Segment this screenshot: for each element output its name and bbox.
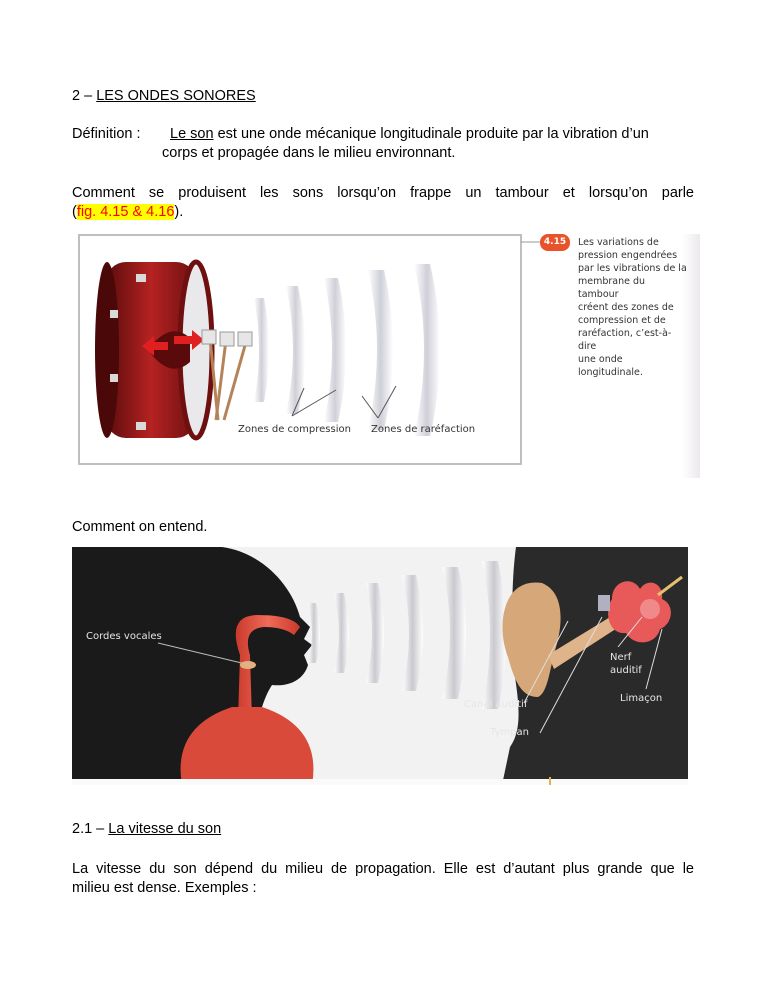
definition-label: Définition : <box>72 126 141 142</box>
definition-line-2: corps et propagée dans le milieu environnant. <box>162 145 456 161</box>
label-nerf-auditif: Nerf auditif <box>610 652 642 676</box>
subsection-heading <box>72 820 221 839</box>
label-tympan: Tympan <box>490 727 530 738</box>
figure-reference: fig. 4.15 & 4.16 <box>76 204 175 220</box>
paragraph-line-2: milieu est dense. Exemples : <box>72 880 257 896</box>
paragraph-line-1: La vitesse du son dépend du milieu de propagation. Elle est d’autant plus grande que le <box>72 861 694 877</box>
figure-caption: Les variations de pression engendrées par les vibrations de la membrane du tambour créent des zones de compression et de raréfaction, c’est-à-dire une onde longitudinale. <box>578 237 687 378</box>
definition-text: est une onde mécanique longitudinale produite par la vibration d’un <box>213 126 649 142</box>
label-canal-auditif: Canal auditif <box>464 699 528 710</box>
label-limacon: Limaçon <box>620 693 663 704</box>
figure-4-15 <box>78 234 700 478</box>
section-number: 2 – <box>72 88 97 104</box>
question-line-1: Comment se produisent les sons lorsqu’on frappe un tambour et lorsqu’on parle <box>72 185 694 201</box>
subsection-title: La vitesse du son <box>108 821 222 837</box>
label-zones-rarefaction: Zones de raréfaction <box>371 424 476 435</box>
label-zones-compression: Zones de compression <box>238 424 351 435</box>
label-cordes-vocales: Cordes vocales <box>86 631 162 642</box>
definition-line-1 <box>170 125 700 144</box>
figure-badge: 4.15 <box>540 234 570 251</box>
definition-term: Le son <box>170 126 214 142</box>
figure-4-16 <box>72 547 688 785</box>
subsection-number: 2.1 – <box>72 821 109 837</box>
section-title: LES ONDES SONORES <box>96 88 256 104</box>
hearing-title: Comment on entend. <box>72 519 208 535</box>
question-line-2: (fig. 4.15 & 4.16). <box>72 204 184 220</box>
speech-hearing-illustration <box>72 547 688 785</box>
section-heading <box>72 87 256 106</box>
